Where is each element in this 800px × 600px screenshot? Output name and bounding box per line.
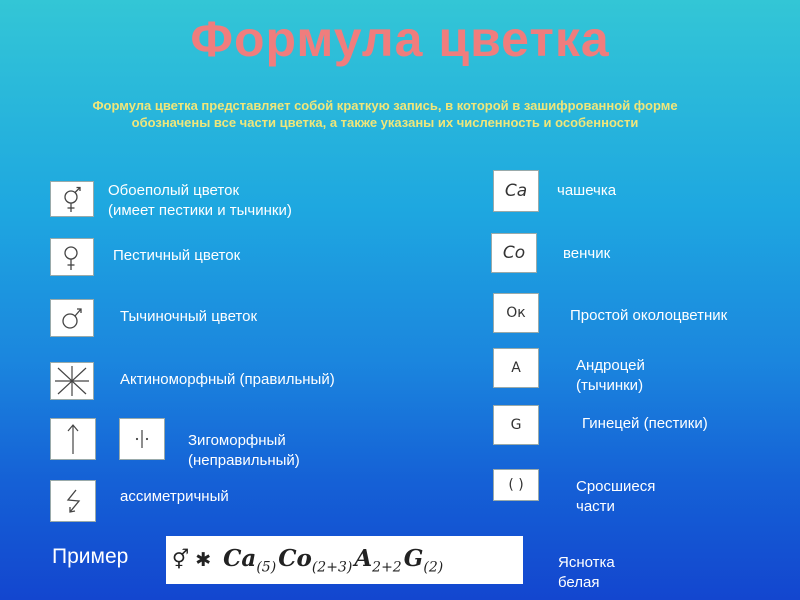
fused-parts-code-box [493,469,539,501]
zygomorphic-label: Зигоморфный (неправильный) [188,432,300,469]
actinomorphic-label: Актиноморфный (правильный) [120,371,335,388]
fused-parts-label: Сросшиеся части [576,478,656,515]
corolla-code-box [491,233,537,273]
perianth-label: Простой околоцветник [570,307,728,324]
formula-calyx: $Ca_{(5)}$ [223,544,277,576]
gynoecium-code-box [493,405,539,445]
formula-gynoecium: $G_{(2)}$ [403,544,444,576]
asymmetric-label: ассиметричный [120,488,229,505]
androecium-code: A [511,360,521,376]
calyx-code: Ca [504,181,528,201]
description-text: Формула цветка представляет собой краткую запись, в которой в зашифрованной форме обозначены все части цветка, а также указаны их численность и особенности [92,98,678,130]
female-flower-icon [50,238,94,276]
male-flower-icon [50,299,94,337]
fused-parts-code: ( ) [508,477,524,493]
asymmetric-icon [50,480,96,522]
androecium-label: Андроцей (тычинки) [576,357,645,394]
zygomorphic-icon [119,418,165,460]
formula-corolla: $Co_{(2+3)}$ [278,544,353,576]
gynoecium-code: G [510,417,522,433]
example-plant-name: Яснотка белая [558,554,615,591]
example-formula [166,536,523,584]
female-flower-label: Пестичный цветок [113,247,241,264]
calyx-label: чашечка [557,182,617,199]
bisexual-flower-icon [50,181,94,217]
gynoecium-label: Гинецей (пестики) [582,415,708,432]
example-label: Пример [52,545,129,568]
corolla-code: Co [502,243,526,263]
androecium-code-box [493,348,539,388]
corolla-label: венчик [563,245,611,262]
page-title: Формула цветка [190,11,610,67]
perianth-code: Ок [506,305,526,321]
calyx-code-box [493,170,539,212]
bisexual-flower-label: Обоеполый цветок (имеет пестики и тычинки) [108,182,292,219]
formula-symbols: ⚥ ✱ [172,549,212,571]
formula-androecium: $A_{2+2}$ [354,544,402,576]
actinomorphic-icon [50,362,94,400]
male-flower-label: Тычиночный цветок [120,308,258,325]
perianth-code-box [493,293,539,333]
zygomorphic-arrow-icon [50,418,96,460]
